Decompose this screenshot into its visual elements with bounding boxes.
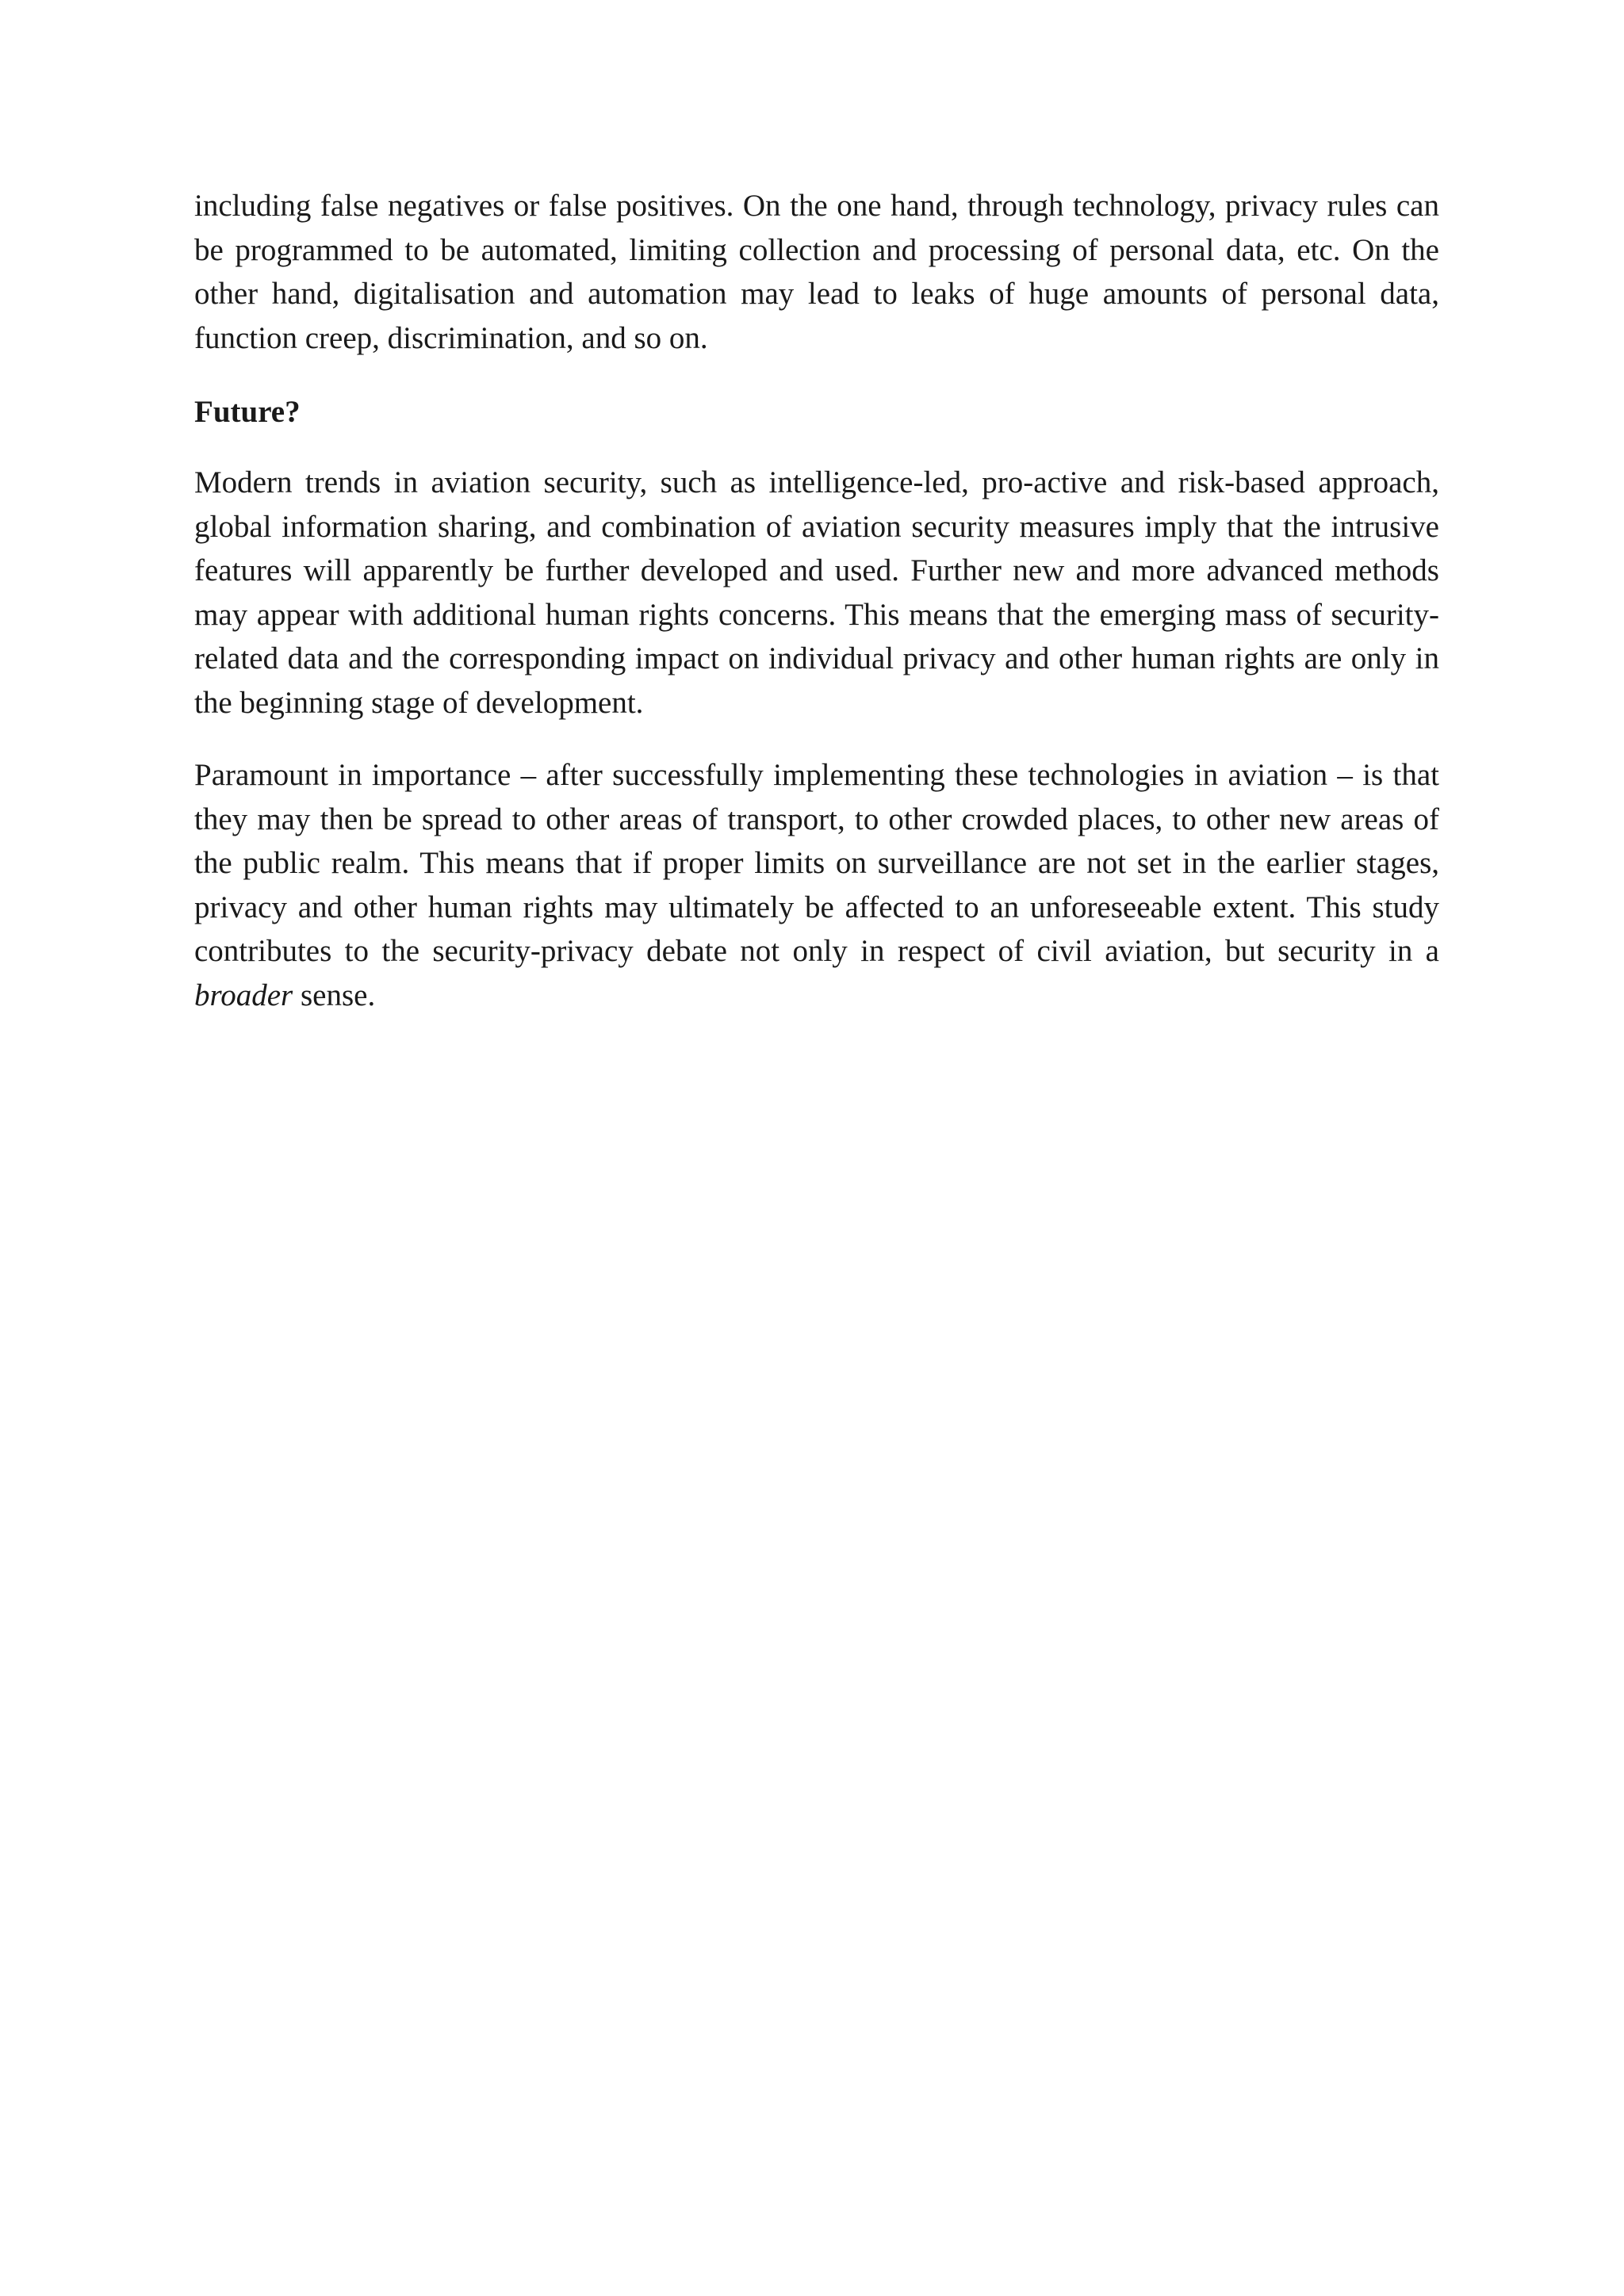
paragraph-technology-privacy: including false negatives or false positives. On the one hand, through technology, privacy rules can be programmed to be automated, limiting collection and processing of personal data, etc. On the other hand, digitalisation and automation may lead to leaks of huge amounts of personal data, function creep, discrimination, and so on. — [194, 189, 1439, 355]
document-body — [194, 184, 1439, 1017]
paragraph-paramount-main-text: Paramount in importance – after successfully implementing these technologies in aviation – is that they may then be spread to other areas of transport, to other crowded places, to other new areas of the public realm. This means that if proper limits on surveillance are not set in the earlier stages, privacy and other human rights may ultimately be affected to an unforeseeable extent. This study contributes to the security-privacy debate not only in respect of civil aviation, but security in a — [194, 758, 1439, 968]
paragraph-modern-trends: Modern trends in aviation security, such as intelligence-led, pro-active and risk-based approach, global information sharing, and combination of aviation security measures imply that the intrusive features will apparently be further developed and used. Further new and more advanced methods may appear with additional human rights concerns. This means that the emerging mass of security-related data and the corresponding impact on individual privacy and other human rights are only in the beginning stage of development. — [194, 465, 1439, 720]
section-heading-future: Future? — [194, 395, 301, 429]
paragraph-paramount-importance — [194, 753, 1439, 1017]
paragraph-paramount-ending: sense. — [293, 978, 376, 1012]
emphasized-word-broader: broader — [194, 978, 293, 1012]
